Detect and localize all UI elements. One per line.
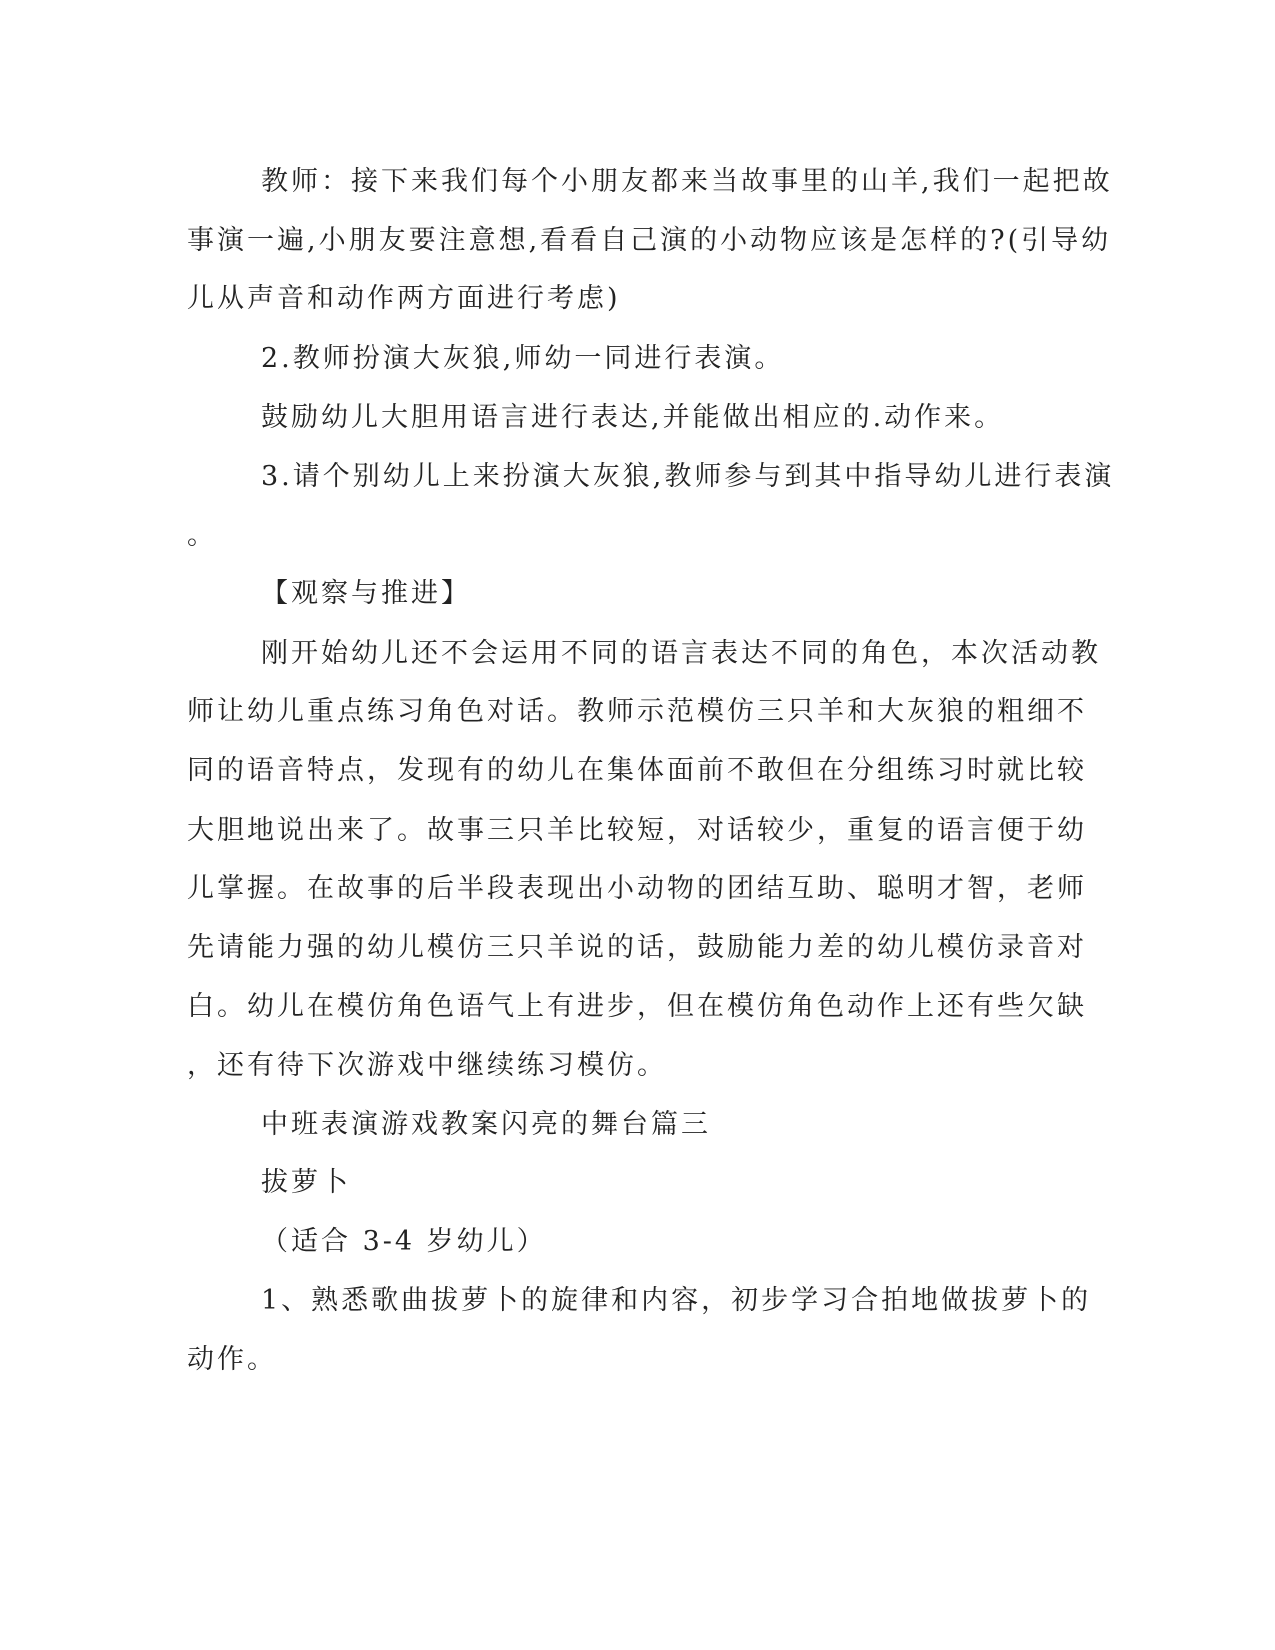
- paragraph-line: 儿从声音和动作两方面进行考虑): [187, 283, 621, 314]
- paragraph-line: 鼓励幼儿大胆用语言进行表达,并能做出相应的.动作来。: [261, 402, 1005, 433]
- paragraph-line: 2.教师扮演大灰狼,师幼一同进行表演。: [261, 343, 785, 374]
- paragraph-line: 师让幼儿重点练习角色对话。教师示范模仿三只羊和大灰狼的粗细不: [187, 696, 1087, 727]
- paragraph-line: 白。幼儿在模仿角色语气上有进步，但在模仿角色动作上还有些欠缺: [187, 991, 1087, 1022]
- subsection-title: 拔萝卜: [261, 1167, 351, 1198]
- paragraph-line: 教师：接下来我们每个小朋友都来当故事里的山羊,我们一起把故: [261, 166, 1113, 197]
- paragraph-line: 先请能力强的幼儿模仿三只羊说的话，鼓励能力差的幼儿模仿录音对: [187, 932, 1087, 963]
- paragraph-line: 动作。: [187, 1344, 277, 1375]
- age-note: （适合 3-4 岁幼儿）: [261, 1226, 547, 1257]
- paragraph-line: 刚开始幼儿还不会运用不同的语言表达不同的角色，本次活动教: [261, 638, 1101, 669]
- paragraph-line: 事演一遍,小朋友要注意想,看看自己演的小动物应该是怎样的?(引导幼: [187, 225, 1112, 256]
- paragraph-line: 。: [187, 520, 217, 551]
- paragraph-line: 同的语音特点，发现有的幼儿在集体面前不敢但在分组练习时就比较: [187, 755, 1087, 786]
- paragraph-line: 儿掌握。在故事的后半段表现出小动物的团结互助、聪明才智，老师: [187, 873, 1087, 904]
- paragraph-line: 大胆地说出来了。故事三只羊比较短，对话较少，重复的语言便于幼: [187, 815, 1087, 846]
- section-heading: 【观察与推进】: [261, 578, 471, 609]
- section-title: 中班表演游戏教案闪亮的舞台篇三: [261, 1109, 711, 1140]
- paragraph-line: 1、熟悉歌曲拔萝卜的旋律和内容，初步学习合拍地做拔萝卜的: [261, 1285, 1092, 1316]
- paragraph-line: 3.请个别幼儿上来扮演大灰狼,教师参与到其中指导幼儿进行表演: [261, 461, 1115, 492]
- paragraph-line: ，还有待下次游戏中继续练习模仿。: [187, 1050, 667, 1081]
